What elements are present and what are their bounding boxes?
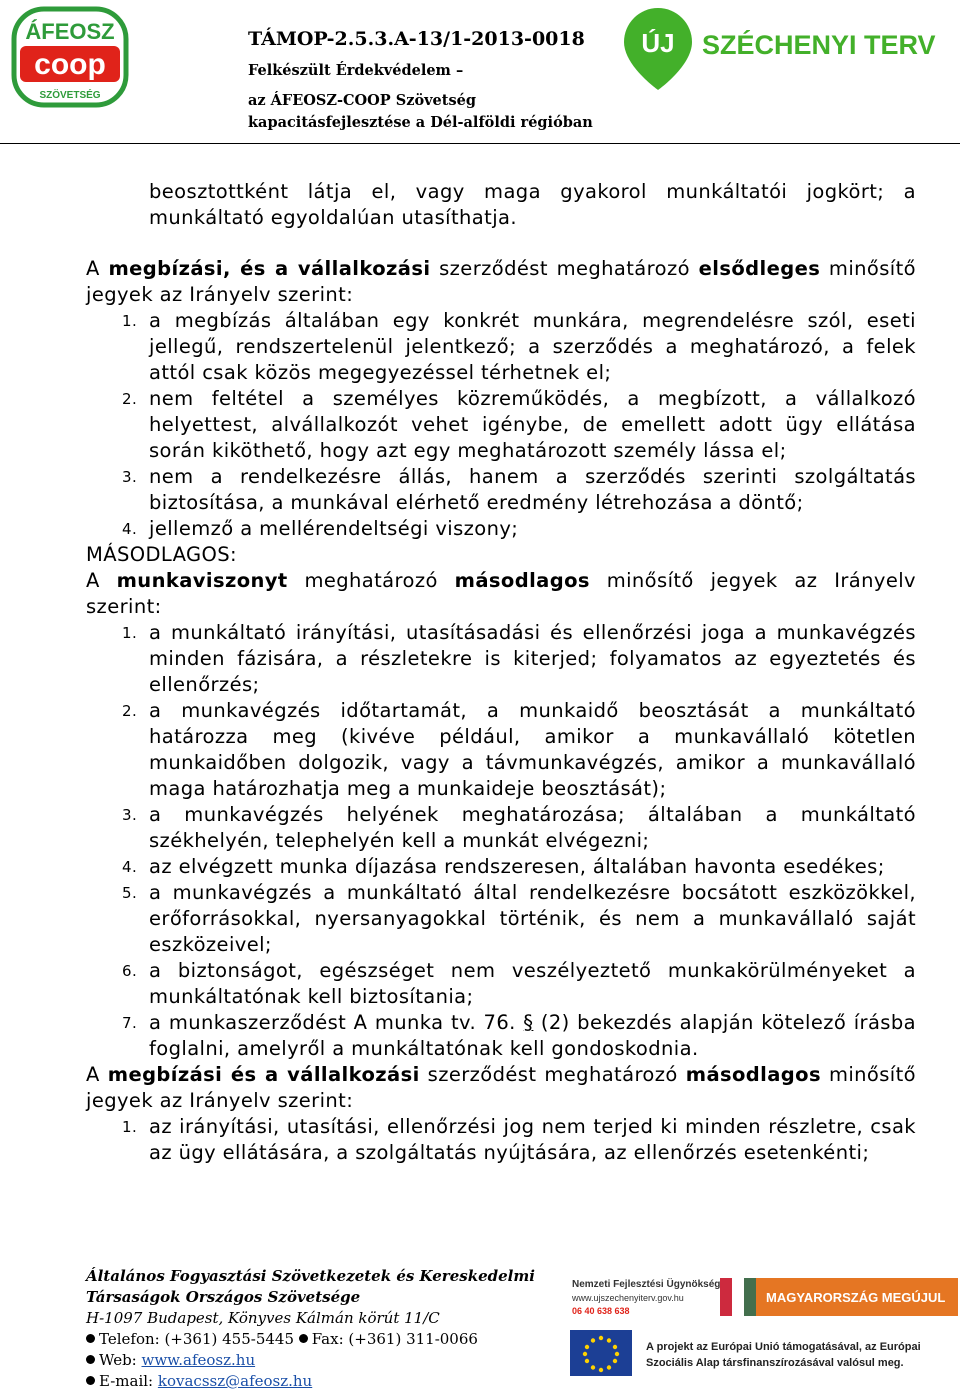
- list-text: a munkavégzés időtartamát, a munkaidő beosztását a munkáltató határozza meg (kivéve például, amikor a munkavállaló kötetlen munkaidőben dolgozik, vagy a távmunkavégzés, amikor a munkavállaló maga határozhatja meg a munkaideje beosztását);: [149, 699, 916, 800]
- intro-paragraph: beosztottként látja el, vagy maga gyakorol munkáltatói jogkört; a munkáltató egyoldalúan utasíthatja.: [149, 180, 916, 229]
- org-address: H-1097 Budapest, Könyves Kálmán körút 11/C: [86, 1309, 440, 1327]
- list-text: nem a rendelkezésre állás, hanem a szerződés szerinti szolgáltatás biztosítása, a munkával elérhető eredmény létrehozása a döntő;: [149, 465, 916, 514]
- list-item: [86, 854, 916, 880]
- org-name-line2: Társaságok Országos Szövetsége: [86, 1288, 361, 1306]
- email-label: E-mail:: [99, 1372, 158, 1390]
- org-name-line1: Általános Fogyasztási Szövetkezetek és Kereskedelmi: [86, 1267, 535, 1285]
- bold-run: másodlagos: [685, 1063, 821, 1086]
- contract-secondary-list: [86, 1114, 916, 1166]
- text-run: minősítő jegyek az Irányelv szerint:: [86, 1063, 916, 1112]
- page-footer: [86, 1266, 535, 1392]
- eu-text-line2: Szociális Alap társfinanszírozásával valósul meg.: [646, 1357, 904, 1369]
- document-body: [86, 179, 916, 1166]
- website-link[interactable]: www.afeosz.hu: [141, 1351, 256, 1369]
- list-number: 3.: [122, 806, 138, 824]
- project-title-3: kapacitásfejlesztése a Dél-alföldi régióban: [248, 114, 593, 131]
- list-number: 7.: [122, 1014, 138, 1032]
- nfu-name: Nemzeti Fejlesztési Ügynökség: [572, 1279, 721, 1290]
- contact-web: [86, 1350, 535, 1371]
- list-item: [86, 1010, 916, 1062]
- bold-run: megbízási, és a vállalkozási: [108, 257, 431, 280]
- list-number: 3.: [122, 468, 138, 486]
- bullet-icon: [86, 1355, 95, 1364]
- nfu-logo: [570, 1274, 958, 1320]
- list-number: 1.: [122, 312, 138, 330]
- list-text: a munkavégzés a munkáltató által rendelkezésre bocsátott eszközökkel, erőforrásokkal, nyersanyagokkal történik, és nem a munkavállaló saját eszközeivel;: [149, 881, 916, 956]
- text-run: A: [86, 569, 117, 592]
- project-title-1: Felkészült Érdekvédelem –: [248, 62, 464, 79]
- section-sign: §: [523, 1011, 534, 1034]
- list-item: [86, 386, 916, 464]
- list-text: a munkaszerződést A munka tv. 76.: [149, 1011, 524, 1034]
- text-run: szerződést meghatározó: [419, 1063, 686, 1086]
- project-header-text: [248, 26, 593, 134]
- header-divider: [0, 143, 960, 144]
- fax-text: Fax: (+361) 311-0066: [311, 1330, 478, 1348]
- primary-criteria-list: [86, 308, 916, 542]
- list-number: 5.: [122, 884, 138, 902]
- list-number: 2.: [122, 390, 138, 408]
- list-number: 6.: [122, 962, 138, 980]
- bold-run: munkaviszonyt: [116, 569, 288, 592]
- list-text: az irányítási, utasítási, ellenőrzési jog nem terjed ki minden részletre, csak az ügy ellátására, a szolgáltatás nyújtására, az ellenőrzés esetenkénti;: [149, 1115, 916, 1164]
- web-label: Web:: [99, 1351, 142, 1369]
- list-text: a munkavégzés helyének meghatározása; általában a munkáltató székhelyén, telephelyén kell a munkát elvégezni;: [149, 803, 916, 852]
- list-item: [86, 698, 916, 802]
- bold-run: elsődleges: [698, 257, 821, 280]
- project-title-2: az ÁFEOSZ-COOP Szövetség: [248, 92, 476, 109]
- list-item: [86, 802, 916, 854]
- employment-criteria-heading: [86, 568, 916, 620]
- logo-bottom-text: SZÖVETSÉG: [39, 90, 101, 101]
- secondary-label: MÁSODLAGOS:: [86, 543, 238, 566]
- project-code: TÁMOP-2.5.3.A-13/1-2013-0018: [248, 28, 585, 50]
- contact-phone-fax: [86, 1329, 535, 1350]
- contact-email: [86, 1371, 535, 1392]
- list-number: 1.: [122, 1118, 138, 1136]
- list-text: jellemző a mellérendeltségi viszony;: [149, 517, 519, 540]
- list-number: 4.: [122, 858, 138, 876]
- list-number: 2.: [122, 702, 138, 720]
- list-text: nem feltétel a személyes közreműködés, a megbízott, a vállalkozó helyettest, alvállalkozót vehet igénybe, de emellett adott ügy ellátása során kiköthető, hogy azt egy meghatározott személy lássa el;: [149, 387, 916, 462]
- employment-criteria-list: [86, 620, 916, 1062]
- bold-run: megbízási és a vállalkozási: [107, 1063, 420, 1086]
- list-number: 1.: [122, 624, 138, 642]
- list-item: [86, 880, 916, 958]
- afeosz-coop-logo: [10, 6, 130, 110]
- list-text: az elvégzett munka díjazása rendszeresen, általában havonta esedékes;: [149, 855, 885, 878]
- bold-run: másodlagos: [454, 569, 590, 592]
- list-item: [86, 464, 916, 516]
- list-number: 4.: [122, 520, 138, 538]
- bullet-icon: [86, 1334, 95, 1343]
- list-text: a megbízás általában egy konkrét munkára, megrendelésre szól, eseti jellegű, rendszertelenül jelentkező; a szerződés a meghatározó, a felek attól csak közös megegyezéssel térhetnek el;: [149, 309, 916, 384]
- text-run: A: [86, 1063, 108, 1086]
- bullet-icon: [86, 1376, 95, 1385]
- primary-criteria-heading: [86, 256, 916, 308]
- contract-secondary-heading: [86, 1062, 916, 1114]
- list-item: [86, 958, 916, 1010]
- email-link[interactable]: kovacssz@afeosz.hu: [157, 1372, 313, 1390]
- szechenyi-logo-text: SZÉCHENYI TERV: [702, 30, 936, 60]
- text-run: meghatározó: [287, 569, 455, 592]
- logo-middle-text: coop: [34, 48, 106, 81]
- list-text: a biztonságot, egészséget nem veszélyeztető munkakörülményeket a munkáltatónak kell biztosítania;: [149, 959, 916, 1008]
- list-item: [86, 516, 916, 542]
- logo-top-text: ÁFEOSZ: [25, 19, 115, 44]
- eu-text-line1: A projekt az Európai Unió támogatásával, az Európai: [646, 1341, 921, 1353]
- szechenyi-badge-text: ÚJ: [641, 28, 675, 58]
- text-run: A: [86, 257, 109, 280]
- nfu-url: www.ujszechenyiterv.gov.hu: [572, 1293, 684, 1303]
- page-header: [0, 0, 960, 146]
- list-item: [86, 308, 916, 386]
- eu-funding-logo: [570, 1330, 958, 1380]
- phone-text: Telefon: (+361) 455-5445: [99, 1330, 294, 1348]
- bullet-icon: [299, 1334, 308, 1343]
- text-run: minősítő jegyek az Irányelv szerint:: [86, 569, 916, 618]
- nfu-phone: 06 40 638 638: [572, 1306, 630, 1316]
- list-item: [86, 620, 916, 698]
- nfu-banner-text: MAGYARORSZÁG MEGÚJUL: [766, 1290, 946, 1305]
- szechenyi-terv-logo: [620, 4, 960, 92]
- text-run: minősítő jegyek az Irányelv szerint:: [86, 257, 916, 306]
- list-text: (2) bekezdés alapján kötelező írásba foglalni, amelyről a munkáltatónak kell gondoskodnia.: [149, 1011, 916, 1060]
- list-item: [86, 1114, 916, 1166]
- text-run: szerződést meghatározó: [430, 257, 699, 280]
- list-text: a munkáltató irányítási, utasításadási és ellenőrzési joga a munkavégzés minden fázisára, a részletekre is kiterjed; folyamatos az egyeztetés és ellenőrzés;: [149, 621, 916, 696]
